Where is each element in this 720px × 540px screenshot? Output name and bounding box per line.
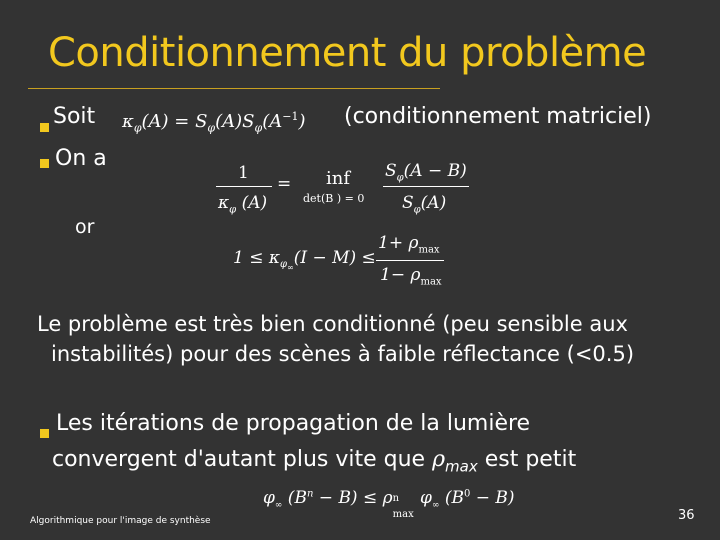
eq2-den-kappa: κ [218, 193, 230, 213]
eq3-numerator [378, 233, 440, 255]
eq3-den: 1− ρ [380, 265, 421, 285]
eq4-sup-n: n [306, 488, 314, 500]
rho-max-subscript: max [445, 457, 478, 476]
eq4-b: − B) ≤ ρ [313, 488, 393, 508]
title-underline [28, 88, 440, 89]
eq4-sub: ∞ [274, 500, 283, 511]
eq2-rnum-S: S [385, 161, 397, 181]
iterations-line-1: Les itérations de propagation de la lumière [56, 411, 531, 436]
eq2-numerator: 1 [238, 163, 249, 183]
convergence-equation [263, 488, 515, 520]
eq4-phi: φ [263, 488, 275, 508]
eq2-inf-subscript: det(B ) = 0 [303, 192, 365, 205]
iterations-line-2-end: est petit [477, 447, 577, 472]
eq2-fraction-bar [216, 186, 272, 187]
eq2-right-numerator [385, 161, 467, 183]
or-label: or [75, 216, 95, 238]
eq3-lhs: 1 ≤ κ [233, 248, 281, 268]
eq3-fraction-bar [376, 260, 444, 261]
iterations-line-2-start: convergent d'autant plus vite que [52, 447, 433, 472]
eq2-rnum-rest: (A − B) [403, 161, 467, 181]
eq1-end: (A [262, 111, 283, 132]
bullet-square-icon [40, 123, 49, 132]
eq3-denominator [380, 265, 442, 287]
slide-title: Conditionnement du problème [48, 30, 647, 76]
eq4-e: − B) [470, 488, 515, 508]
eq1-exp: −1 [282, 110, 299, 123]
eq2-right-fraction-bar [383, 186, 469, 187]
bullet-soit-label: Soit [53, 104, 96, 129]
eq4-sub2: ∞ [431, 500, 440, 511]
bullet-square-icon [40, 429, 49, 438]
eq3-inequality [233, 248, 376, 272]
eq3-den-sub: max [420, 276, 442, 288]
eq2-right-denominator [402, 193, 446, 215]
eq4-d: (B [439, 488, 464, 508]
eq2-rden-sub: φ [413, 204, 421, 216]
eq2-rnum-sub: φ [396, 172, 404, 184]
eq1-mid: (A)S [215, 111, 255, 132]
eq2-rden-rest: (A) [420, 193, 447, 213]
eq1-rhs: (A) = S [141, 111, 208, 132]
eq3-sub: φ [280, 259, 288, 271]
eq2-den-sub: φ [229, 204, 237, 216]
eq3-num: 1+ ρ [378, 233, 419, 253]
iterations-line-2 [52, 447, 576, 475]
eq1-close: ) [298, 111, 306, 132]
bullet-on-a-label: On a [55, 146, 107, 171]
eq4-sup-0: 0 [463, 488, 471, 500]
rho-symbol: ρ [432, 447, 446, 472]
matrix-conditioning-equation [122, 110, 305, 135]
eq2-inf: inf [326, 168, 351, 189]
eq1-sub2: φ [207, 121, 216, 135]
eq2-den-rest: (A) [236, 193, 268, 213]
eq4-a: (B [282, 488, 307, 508]
conditioning-paragraph-line-1: Le problème est très bien conditionné (peu sensible aux [37, 312, 628, 336]
eq4-sub-max: max [392, 509, 414, 520]
eq2-equals: = [277, 174, 292, 194]
eq3-mid: (I − M) ≤ [293, 248, 376, 268]
footer-course-title: Algorithmique pour l'image de synthèse [30, 516, 211, 526]
eq2-denominator [218, 193, 267, 215]
conditioning-note: (conditionnement matriciel) [344, 104, 652, 129]
eq1-sub3: φ [254, 121, 263, 135]
eq3-subsub: ∞ [287, 263, 294, 273]
bullet-square-icon [40, 159, 49, 168]
eq3-num-sub: max [418, 244, 440, 256]
eq1-kappa: κ [122, 111, 134, 132]
page-number: 36 [678, 508, 695, 523]
eq2-rden-S: S [402, 193, 414, 213]
eq4-c: φ [414, 488, 432, 508]
eq4-sup-n2: n [392, 493, 400, 504]
conditioning-paragraph-line-2: instabilités) pour des scènes à faible réflectance (<0.5) [51, 342, 635, 366]
eq1-sub: φ [133, 121, 142, 135]
